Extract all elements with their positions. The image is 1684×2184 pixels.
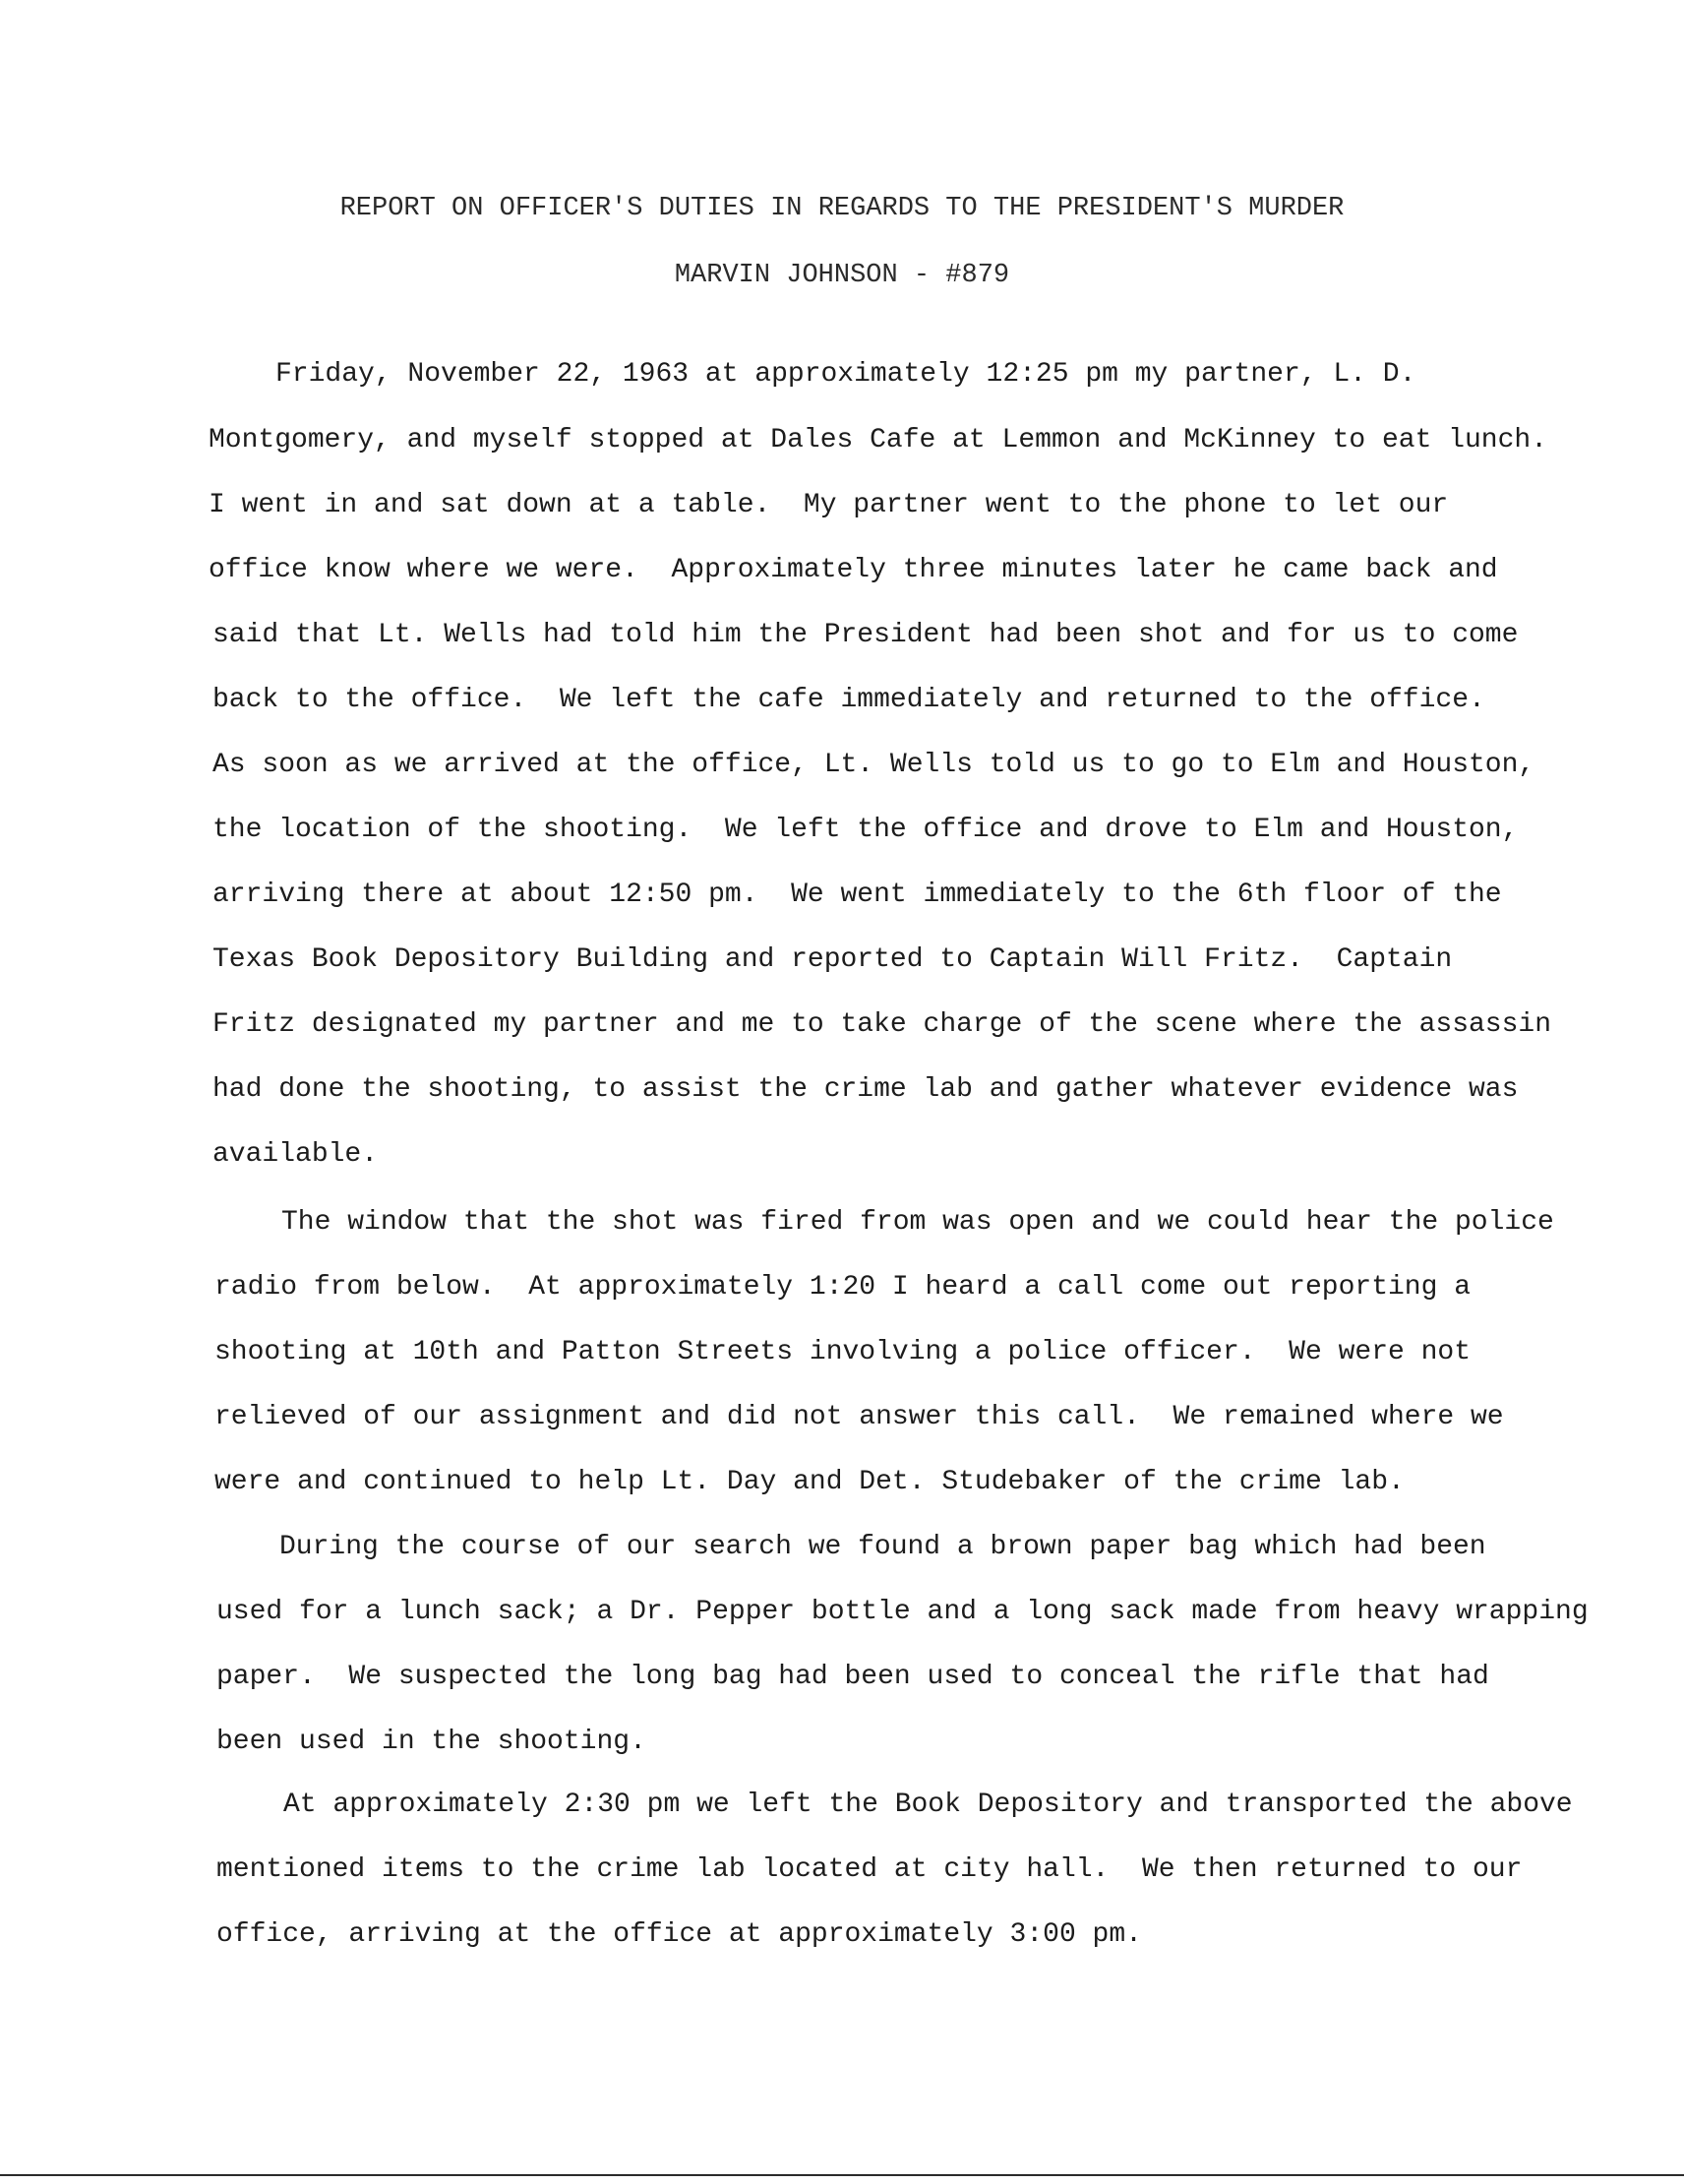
text-line: Montgomery, and myself stopped at Dales Cafe at Lemmon and McKinney to eat lunch. [209, 425, 1548, 455]
officer-name: MARVIN JOHNSON - #879 [674, 261, 1010, 290]
scan-edge-divider [0, 2174, 1684, 2176]
text-line: back to the office. We left the cafe immediately and returned to the office. [212, 685, 1485, 715]
text-line: radio from below. At approximately 1:20 I heard a call come out reporting a [214, 1272, 1472, 1303]
text-line: relieved of our assignment and did not answer this call. We remained where we [214, 1402, 1504, 1432]
text-line: used for a lunch sack; a Dr. Pepper bottle and a long sack made from heavy wrapping [216, 1597, 1589, 1627]
text-line: were and continued to help Lt. Day and Det. Studebaker of the crime lab. [214, 1467, 1405, 1497]
text-line: As soon as we arrived at the office, Lt. Wells told us to go to Elm and Houston, [212, 750, 1535, 780]
report-title: REPORT ON OFFICER'S DUTIES IN REGARDS TO THE PRESIDENT'S MURDER [339, 194, 1345, 223]
text-line: mentioned items to the crime lab located at city hall. We then returned to our [216, 1854, 1523, 1885]
text-line: arriving there at about 12:50 pm. We went immediately to the 6th floor of the [212, 880, 1502, 910]
text-line: shooting at 10th and Patton Streets involving a police officer. We were not [214, 1337, 1472, 1367]
text-line: office, arriving at the office at approximately 3:00 pm. [216, 1919, 1142, 1950]
text-line: During the course of our search we found a brown paper bag which had been [279, 1532, 1486, 1562]
text-line: Friday, November 22, 1963 at approximately 12:25 pm my partner, L. D. [275, 359, 1416, 390]
text-line: office know where we were. Approximately three minutes later he came back and [209, 555, 1498, 585]
text-line: The window that the shot was fired from was open and we could hear the police [281, 1207, 1554, 1238]
text-line: had done the shooting, to assist the crime lab and gather whatever evidence was [212, 1074, 1519, 1105]
text-line: paper. We suspected the long bag had been used to conceal the rifle that had [216, 1662, 1489, 1692]
text-line: available. [212, 1139, 379, 1170]
text-line: At approximately 2:30 pm we left the Book Depository and transported the above [283, 1790, 1573, 1820]
text-line: said that Lt. Wells had told him the President had been shot and for us to come [212, 620, 1519, 650]
text-line: Fritz designated my partner and me to take charge of the scene where the assassin [212, 1009, 1552, 1040]
text-line: the location of the shooting. We left the office and drove to Elm and Houston, [212, 815, 1519, 845]
text-line: I went in and sat down at a table. My partner went to the phone to let our [209, 490, 1449, 520]
text-line: been used in the shooting. [216, 1727, 646, 1757]
text-line: Texas Book Depository Building and reported to Captain Will Fritz. Captain [212, 944, 1453, 975]
